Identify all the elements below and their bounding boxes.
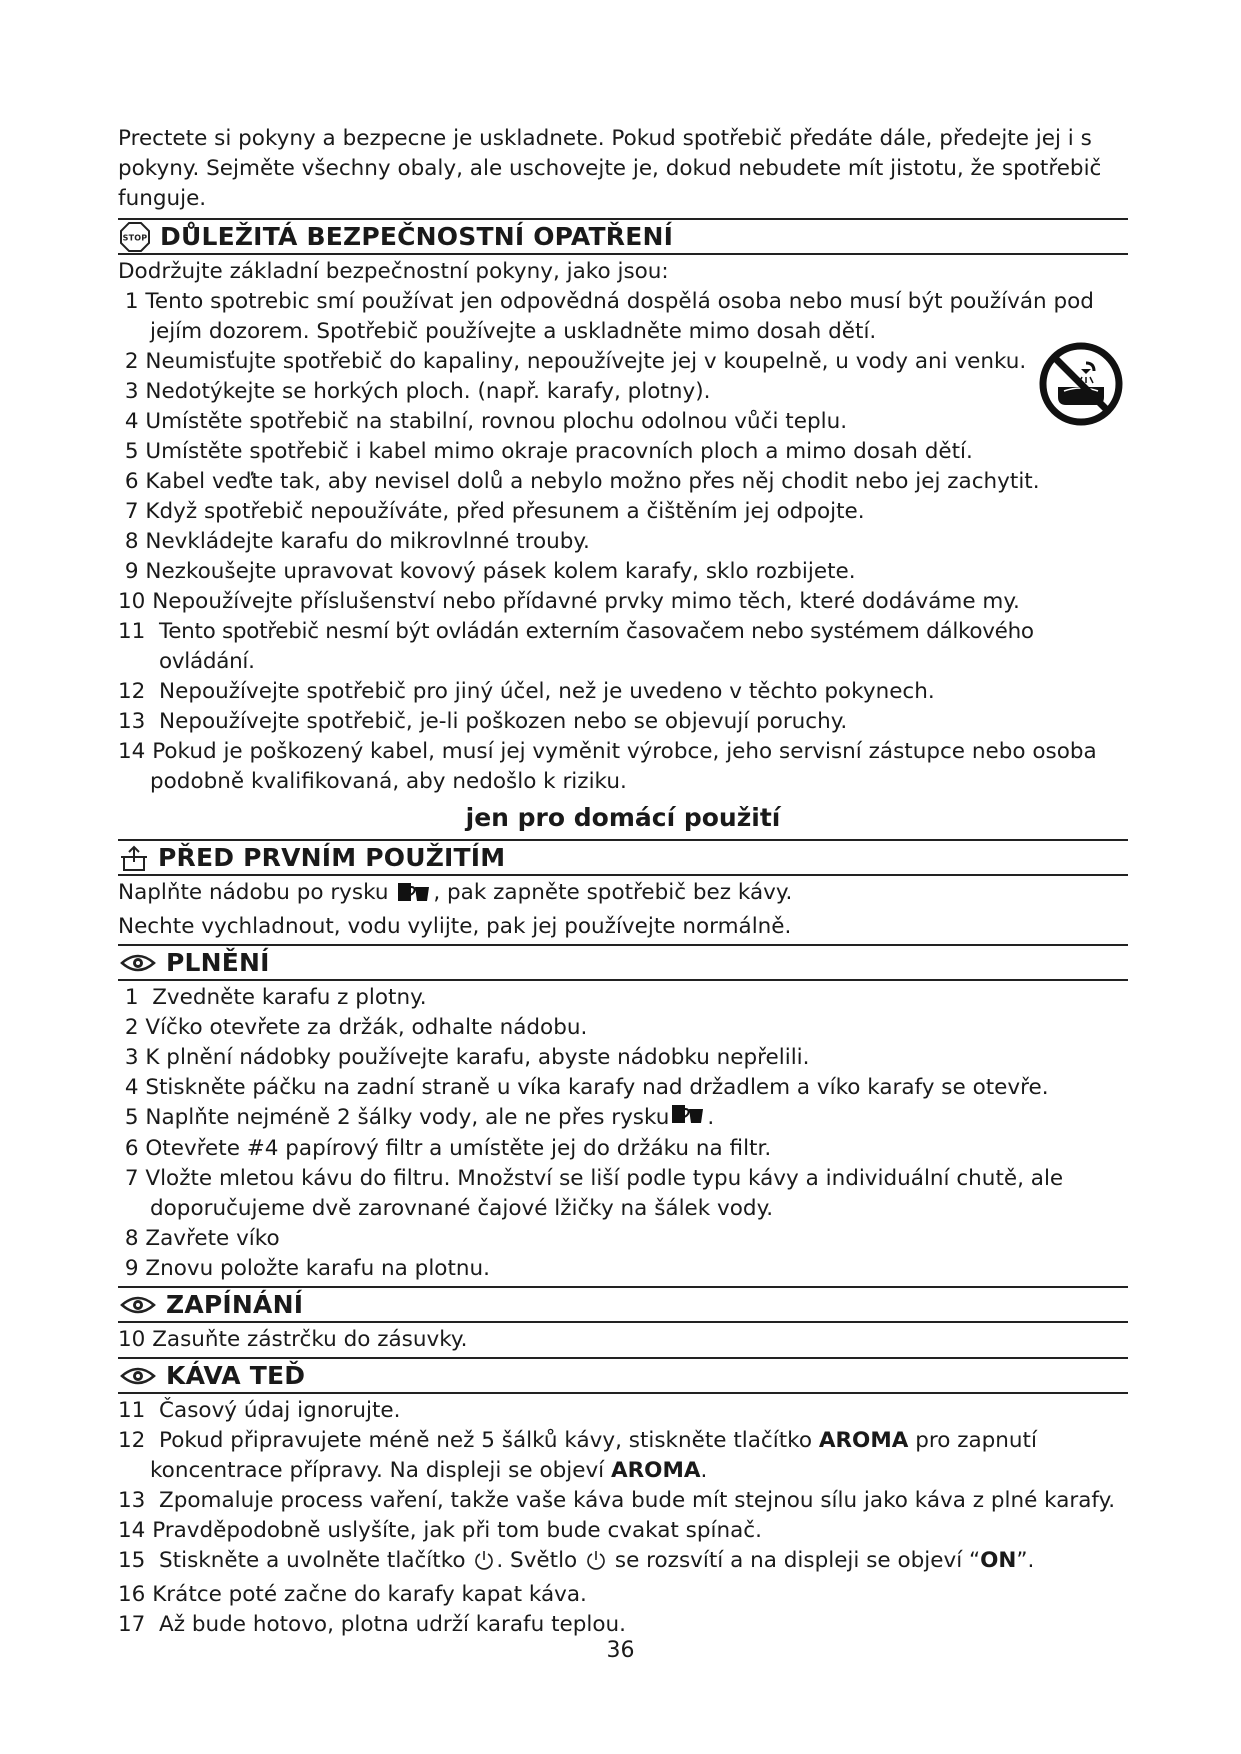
eye-icon	[120, 1365, 156, 1387]
list-item: 2 Víčko otevřete za držák, odhalte nádobu.	[118, 1015, 588, 1040]
safety-title: DŮLEŽITÁ BEZPEČNOSTNÍ OPATŘENÍ	[160, 222, 674, 251]
list-item: 9 Znovu položte karafu na plotnu.	[118, 1256, 490, 1281]
upload-box-icon	[120, 844, 148, 872]
list-item: 17 Až bude hotovo, plotna udrží karafu teplou.	[118, 1612, 626, 1637]
list-item: 8 Nevkládejte karafu do mikrovlnné trouby.	[118, 529, 590, 554]
filling-heading	[118, 944, 1128, 981]
list-item: 10 Nepoužívejte příslušenství nebo přídavné prvky mimo těch, které dodáváme my.	[118, 589, 1020, 614]
safety-list	[118, 287, 1128, 797]
list-item-continuation: doporučujeme dvě zarovnané čajové lžičky na šálek vody.	[150, 1196, 774, 1221]
list-item: 8 Zavřete víko	[118, 1226, 280, 1251]
list-item: 1 Tento spotrebic smí používat jen odpovědná dospělá osoba nebo musí být používán pod	[118, 289, 1094, 314]
before-first-use-heading	[118, 839, 1128, 876]
intro-paragraph: Prectete si pokyny a bezpecne je uskladnete. Pokud spotřebič předáte dále, předejte jej i s pokyny. Sejměte všechny obaly, ale uschovejte je, dokud nebudete mít jistotu, že spotřebič funguje.	[118, 126, 1102, 211]
eye-icon	[120, 952, 156, 974]
list-item: 6 Otevřete #4 papírový filtr a umístěte jej do držáku na filtr.	[118, 1136, 772, 1161]
stop-label: STOP	[122, 233, 148, 242]
two-cups-icon	[671, 1103, 705, 1134]
filling-title: PLNĚNÍ	[166, 948, 270, 977]
list-item: 13 Zpomaluje process vaření, takže vaše káva bude mít stejnou sílu jako káva z plné karafy.	[118, 1488, 1116, 1513]
stop-icon	[120, 222, 150, 252]
list-item: 6 Kabel veďte tak, aby nevisel dolů a nebylo možno přes něj chodit nebo jej zachytit.	[118, 469, 1040, 494]
list-item: 11 Tento spotřebič nesmí být ovládán externím časovačem nebo systémem dálkového ovládání.	[118, 619, 1034, 674]
list-item: 1 Zvedněte karafu z plotny.	[118, 985, 427, 1010]
list-item: 7 Vložte mletou kávu do filtru. Množství se liší podle typu kávy a individuální chutě, ale	[118, 1166, 1064, 1191]
list-item: 4 Stiskněte páčku na zadní straně u víka karafy nad držadlem a víko karafy se otevře.	[118, 1075, 1049, 1100]
switching-on-heading	[118, 1286, 1128, 1323]
list-item: 16 Krátce poté začne do karafy kapat káva.	[118, 1582, 587, 1607]
list-item: 10 Zasuňte zástrčku do zásuvky.	[118, 1327, 468, 1352]
list-item: 3 K plnění nádobky používejte karafu, abyste nádobku nepřelili.	[118, 1045, 810, 1070]
document-page	[118, 124, 1128, 1640]
list-item: 3 Nedotýkejte se horkých ploch. (např. karafy, plotny).	[118, 379, 711, 404]
list-item: 13 Nepoužívejte spotřebič, je-li poškozen nebo se objevují poruchy.	[118, 709, 848, 734]
power-icon	[586, 1549, 606, 1580]
list-item: 14 Pravděpodobně uslyšíte, jak při tom bude cvakat spínač.	[118, 1518, 762, 1543]
power-icon	[474, 1549, 494, 1580]
page-number: 36	[606, 1638, 635, 1663]
coffee-now-heading	[118, 1357, 1128, 1394]
list-item: 7 Když spotřebič nepoužíváte, před přesunem a čištěním jej odpojte.	[118, 499, 865, 524]
list-item: 4 Umístěte spotřebič na stabilní, rovnou plochu odolnou vůči teplu.	[118, 409, 848, 434]
list-item: 12 Pokud připravujete méně než 5 šálků kávy, stiskněte tlačítko AROMA pro zapnutí	[118, 1428, 1037, 1453]
household-use-note: jen pro domácí použití	[465, 803, 781, 832]
list-item: 5 Naplňte nejméně 2 šálky vody, ale ne přes rysku .	[118, 1103, 1128, 1134]
coffee-now-title: KÁVA TEĎ	[166, 1361, 306, 1390]
list-item-continuation: jejím dozorem. Spotřebič používejte a uskladněte mimo dosah dětí.	[150, 319, 877, 344]
two-cups-icon	[397, 881, 431, 912]
safety-heading	[118, 218, 1128, 255]
coffee-now-list	[118, 1396, 1128, 1640]
list-item-continuation: podobně kvalifikovaná, aby nedošlo k riziku.	[150, 769, 627, 794]
before-first-use-line2: Nechte vychladnout, vodu vylijte, pak jej používejte normálně.	[118, 914, 792, 939]
before-first-use-title: PŘED PRVNÍM POUŽITÍM	[158, 843, 506, 872]
list-item: 2 Neumisťujte spotřebič do kapaliny, nepoužívejte jej v koupelně, u vody ani venku.	[118, 349, 1027, 374]
filling-list	[118, 983, 1128, 1284]
no-bathroom-use-icon	[1038, 341, 1124, 431]
list-item: 14 Pokud je poškozený kabel, musí jej vyměnit výrobce, jeho servisní zástupce nebo osoba	[118, 739, 1097, 764]
list-item-continuation: koncentrace přípravy. Na displeji se objeví AROMA.	[150, 1458, 708, 1483]
safety-lead: Dodržujte základní bezpečnostní pokyny, jako jsou:	[118, 259, 669, 284]
list-item: 11 Časový údaj ignorujte.	[118, 1398, 401, 1423]
list-item: 15 Stiskněte a uvolněte tlačítko . Světlo se rozsvítí a na displeji se objeví “ON”.	[118, 1546, 1128, 1580]
list-item: 12 Nepoužívejte spotřebič pro jiný účel, než je uvedeno v těchto pokynech.	[118, 679, 935, 704]
eye-icon	[120, 1294, 156, 1316]
switching-on-title: ZAPÍNÁNÍ	[166, 1290, 304, 1319]
list-item: 5 Umístěte spotřebič i kabel mimo okraje pracovních ploch a mimo dosah dětí.	[118, 439, 973, 464]
list-item: 9 Nezkoušejte upravovat kovový pásek kolem karafy, sklo rozbijete.	[118, 559, 856, 584]
before-first-use-line1: Naplňte nádobu po rysku , pak zapněte spotřebič bez kávy.	[118, 878, 1128, 912]
